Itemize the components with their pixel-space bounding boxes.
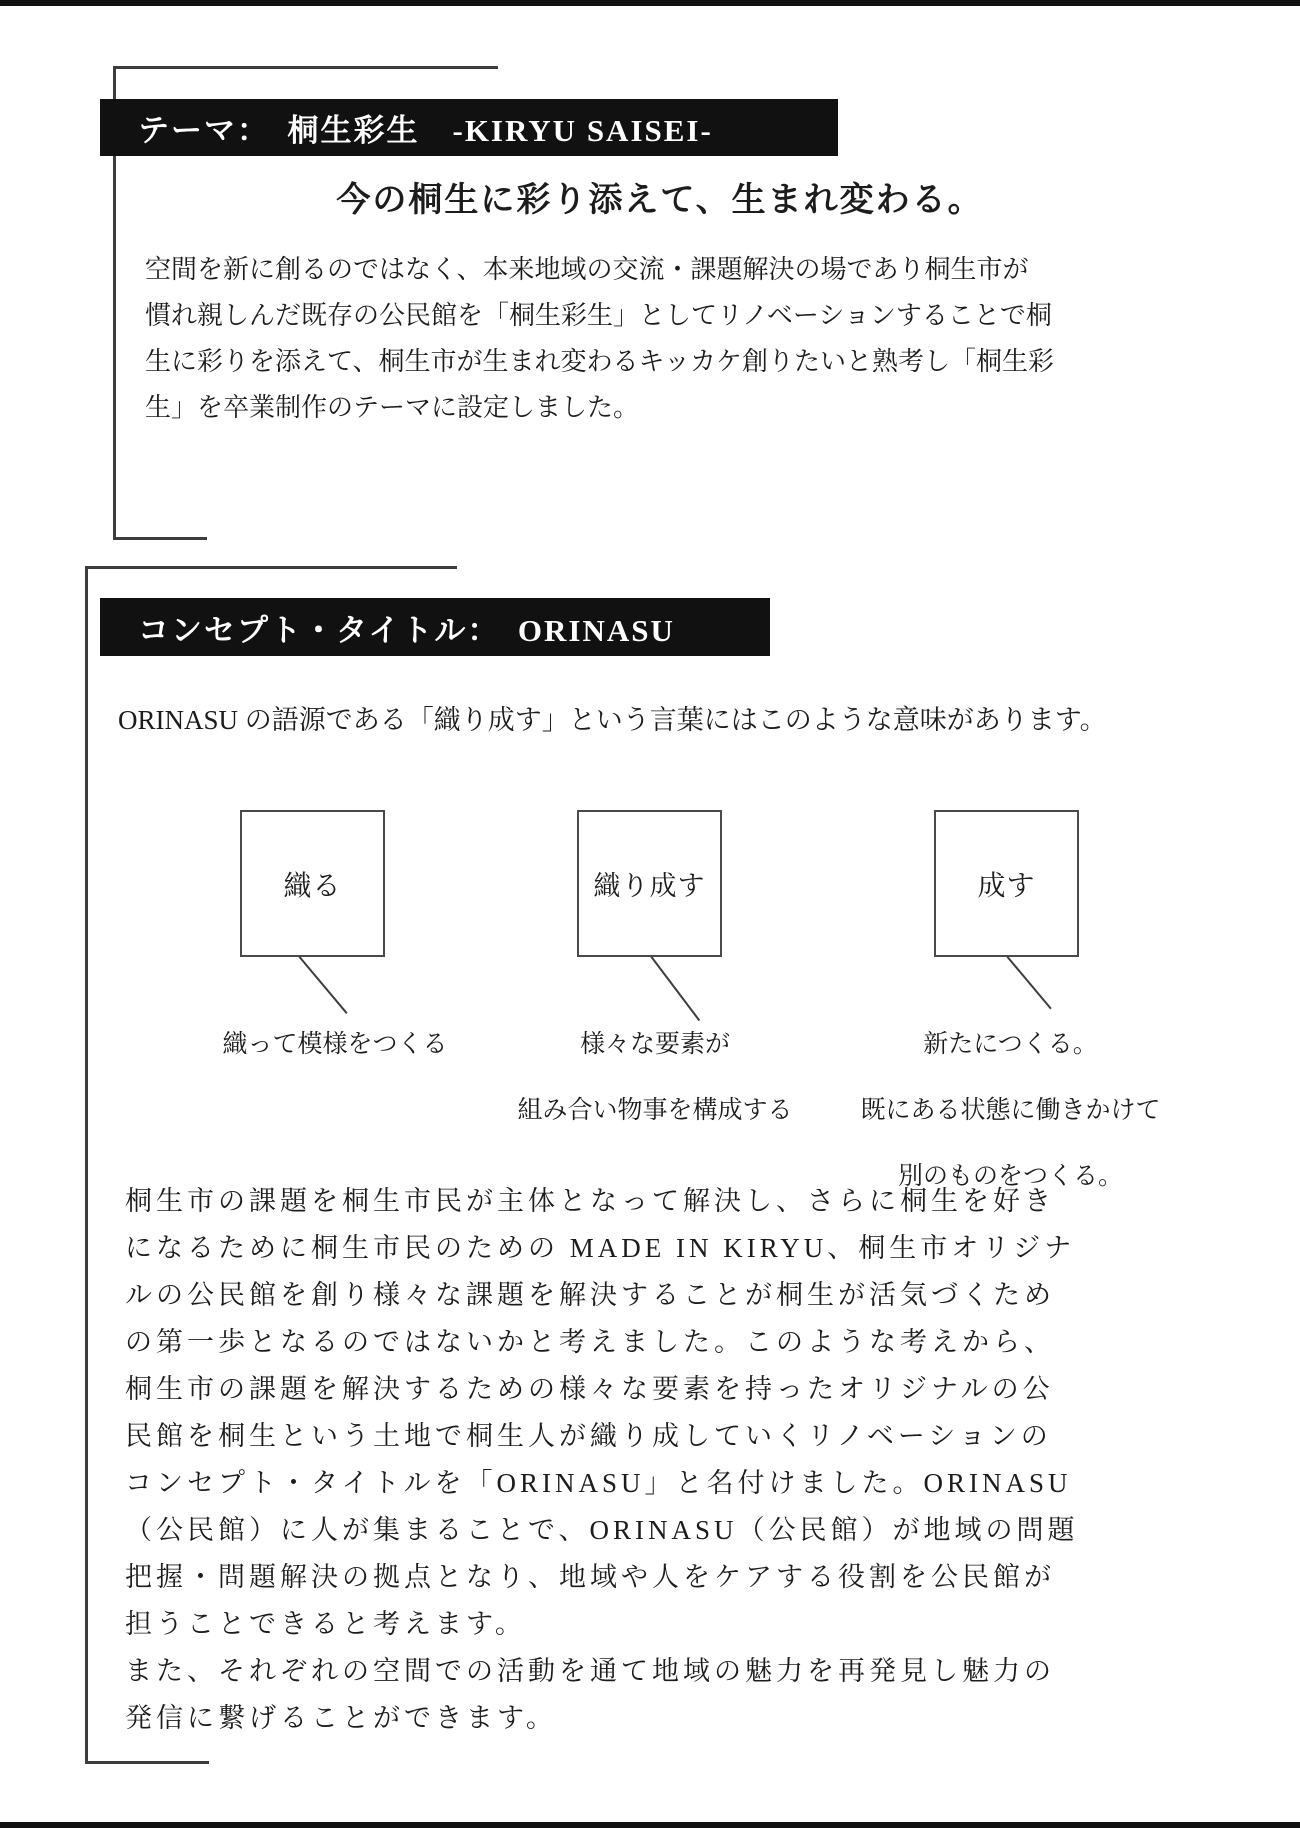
concept-paragraph-line: ルの公民館を創り様々な課題を解決することが桐生が活気づくため [125,1280,1055,1310]
caption-orinasu-line: 様々な要素が [579,1031,730,1058]
concept-banner [100,598,770,656]
pointer-line-nasu [1006,956,1051,1009]
concept-paragraph-line: （公民館）に人が集まることで、ORINASU（公民館）が地域の問題 [125,1515,1079,1545]
concept-paragraph-line: 担うことできると考えます。 [125,1609,526,1639]
theme-banner-label: テーマ： 桐生彩生 -KIRYU SAISEI- [138,113,713,148]
theme-paragraph-line: 空間を新に創るのではなく、本来地域の交流・課題解決の場であり桐生市が [145,255,1029,284]
theme-paragraph [145,247,1054,431]
theme-bracket-top-line [113,66,498,69]
term-box-oru-label: 織る [283,870,342,902]
concept-banner-label: コンセプト・タイトル： ORINASU [138,612,675,648]
term-box-oru [240,810,385,957]
theme-banner [100,99,838,156]
caption-oru [195,1012,475,1078]
term-box-nasu [934,810,1079,957]
concept-paragraph-line: コンセプト・タイトルを「ORINASU」と名付けました。ORINASU [125,1468,1072,1498]
caption-nasu-line: 既にある状態に働きかけて [860,1097,1161,1124]
theme-paragraph-line: 慣れ親しんだ既存の公民館を「桐生彩生」としてリノベーションすることで桐 [145,301,1052,330]
caption-orinasu [480,1012,830,1144]
concept-paragraph-line: の第一歩となるのではないかと考えました。このような考えから、 [125,1327,1055,1357]
theme-bracket-foot-line [113,537,207,540]
concept-paragraph [125,1178,1090,1742]
theme-paragraph-line: 生」を卒業制作のテーマに設定しました。 [145,393,640,422]
concept-paragraph-line: 発信に繋げることができます。 [125,1703,557,1733]
top-edge-strip [0,0,1300,6]
concept-paragraph-line: になるために桐生市民のための MADE IN KIRYU、桐生市オリジナ [125,1233,1076,1263]
caption-orinasu-line: 組み合い物事を構成する [517,1097,793,1124]
theme-heading: 今の桐生に彩り添えて、生まれ変わる。 [336,182,984,219]
term-box-orinasu [577,810,722,957]
concept-paragraph-line: また、それぞれの空間での活動を通て地域の魅力を再発見し魅力の [125,1656,1055,1686]
theme-paragraph-line: 生に彩りを添えて、桐生市が生まれ変わるキッカケ創りたいと熟考し「桐生彩 [145,347,1054,376]
caption-oru-line: 織って模様をつくる [222,1031,448,1058]
concept-intro-text: ORINASU の語源である「織り成す」という言葉にはこのような意味があります。 [118,705,1107,735]
concept-bracket-left-line [85,566,88,1764]
term-box-nasu-label: 成す [977,870,1036,902]
concept-paragraph-line: 把握・問題解決の拠点となり、地域や人をケアする役割を公民館が [125,1562,1055,1592]
caption-nasu-line: 別のものをつくる。 [897,1163,1123,1190]
concept-bracket-foot-line [85,1761,209,1764]
term-box-orinasu-label: 織り成す [593,871,706,901]
caption-nasu-line: 新たにつくる。 [923,1031,1098,1058]
concept-paragraph-line: 民館を桐生という土地で桐生人が織り成していくリノベーションの [125,1421,1052,1451]
bottom-edge-strip [0,1822,1300,1828]
concept-paragraph-line: 桐生市の課題を桐生市民が主体となって解決し、さらに桐生を好き [125,1186,1055,1216]
pointer-line-oru [298,956,347,1014]
concept-paragraph-line: 桐生市の課題を解決するための様々な要素を持ったオリジナルの公 [125,1374,1054,1404]
concept-bracket-top-line [85,566,457,569]
